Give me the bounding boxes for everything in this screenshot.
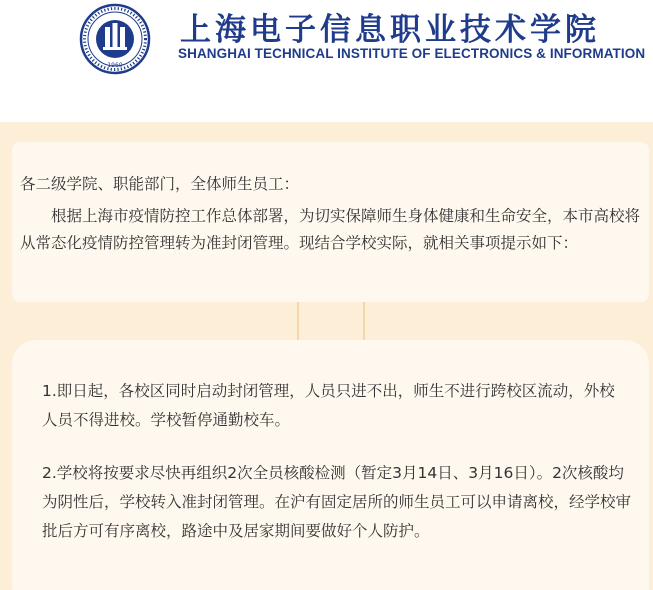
logo-year: 1960 (107, 62, 123, 69)
card-connector-left (297, 302, 299, 340)
school-name-cn: 上海电子信息职业技术学院 (180, 12, 600, 48)
notice-greeting: 各二级学院、职能部门，全体师生员工： (20, 175, 300, 193)
card-connector-right (363, 302, 365, 340)
notice-item-2: 2.学校将按要求尽快再组织2次全员核酸检测（暂定3月14日、3月16日）。2次核酸均为阴性后，学校转入准封闭管理。在沪有固定居所的师生员工可以申请离校，经学校审批后方可有序离校，路途中及居家期间要做好个人防护。 (42, 464, 632, 540)
header (0, 0, 653, 122)
school-name-en: SHANGHAI TECHNICAL INSTITUTE OF ELECTRONICS & INFORMATION (178, 46, 646, 61)
notice-intro: 根据上海市疫情防控工作总体部署，为切实保障师生身体健康和生命安全，本市高校将从常态化疫情防控管理转为准封闭管理。现结合学校实际，就相关事项提示如下： (20, 207, 641, 252)
school-logo-icon (70, 3, 160, 75)
notice-item-1: 1.即日起，各校区同时启动封闭管理，人员只进不出，师生不进行跨校区流动，外校人员不得进校。学校暂停通勤校车。 (42, 382, 615, 429)
